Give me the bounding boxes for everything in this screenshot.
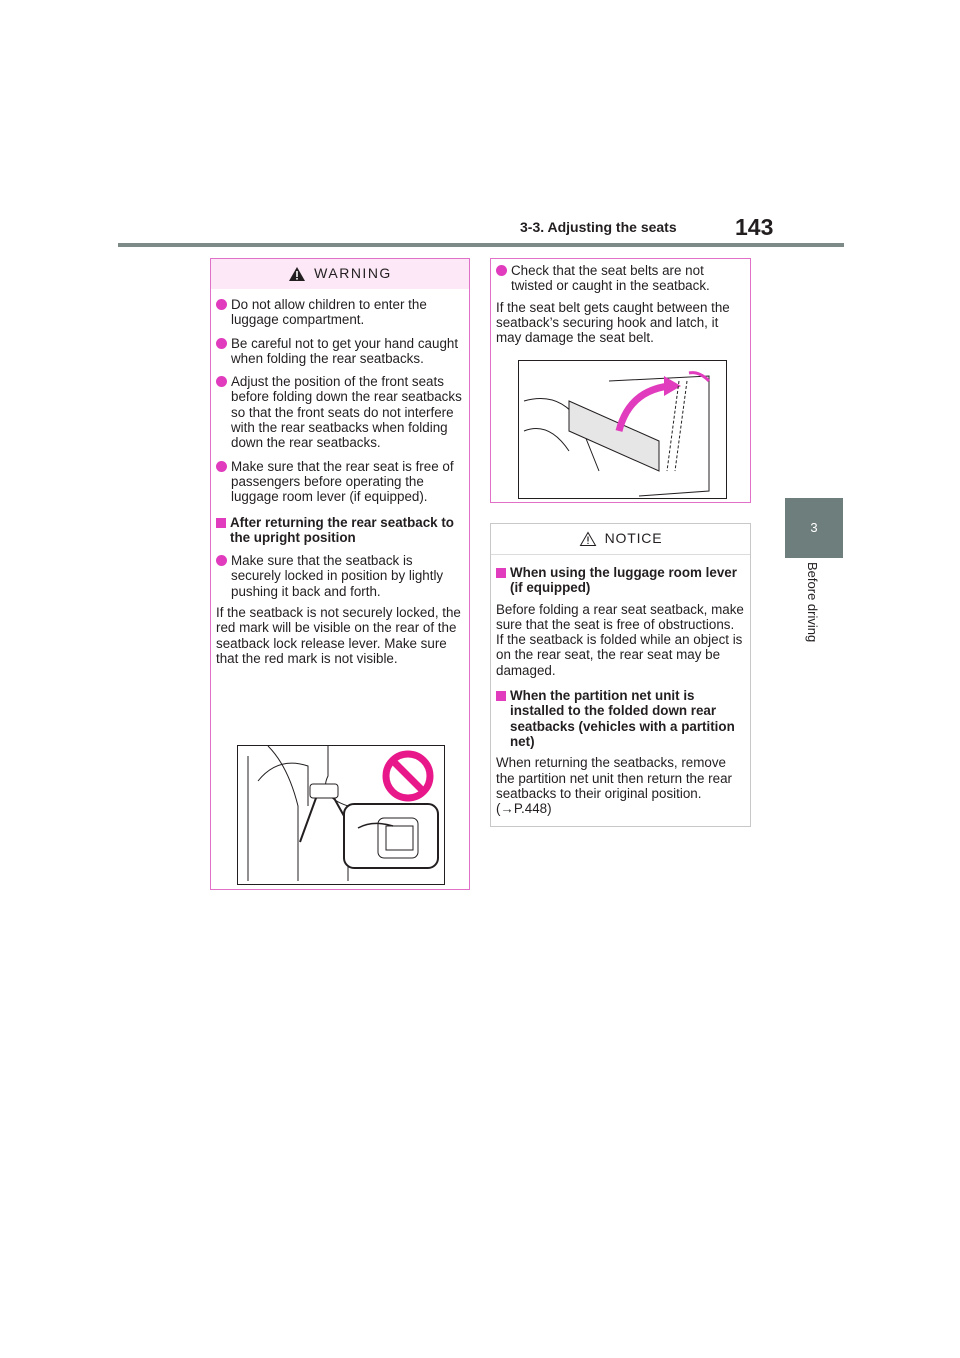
warning-item: Be careful not to get your hand caught when folding the rear seatbacks. (216, 336, 464, 367)
warning-paragraph: If the seat belt gets caught between the seatback’s securing hook and latch, it may damage the seat belt. (496, 299, 730, 346)
warning-subheading: After returning the rear seatback to the upright position (216, 515, 464, 546)
bullet-square-icon (216, 518, 226, 528)
section-title: 3-3. Adjusting the seats (520, 219, 677, 235)
warning-paragraph: If the seatback is not securely locked, the red mark will be visible on the rear of the seatback lock release lever. Make sure that the red mark is not visible. (216, 605, 461, 666)
header-rule (118, 243, 844, 247)
warning-item: Make sure that the rear seat is free of passengers before operating the luggage room lever (if equipped). (216, 459, 464, 505)
warning-title: WARNING (314, 265, 392, 282)
notice-header (491, 524, 750, 555)
warning-item: Check that the seat belts are not twisted or caught in the seatback. (496, 263, 745, 294)
warning-item: Make sure that the seatback is securely locked in position by lightly pushing it back and forth. (216, 553, 464, 599)
warning-icon (288, 266, 306, 282)
notice-box (490, 523, 751, 827)
notice-title: NOTICE (604, 530, 663, 547)
bullet-square-icon (496, 568, 506, 578)
notice-text: Before folding a rear seat seatback, make sure that the seat is free of obstructions. If the seatback is folded while an object is on the rear seat, the rear seat may be damaged. (496, 601, 744, 678)
chapter-tab[interactable]: 3 (785, 498, 843, 558)
bullet-dot-icon (496, 265, 507, 276)
seatback-lock-illustration (237, 745, 445, 885)
warning-box (210, 258, 470, 890)
seatbelt-latch-illustration (518, 360, 727, 499)
notice-heading: When the partition net unit is installed to the folded down rear seatbacks (vehicles with a partition net) (496, 688, 745, 749)
warning-box-continued (490, 258, 751, 503)
bullet-dot-icon (216, 555, 227, 566)
warning-item: Adjust the position of the front seats before folding down the rear seatbacks so that the front seats do not interfere with the rear seatbacks when folding down the rear seatbacks. (216, 374, 464, 450)
notice-text: When returning the seatbacks, remove the partition net unit then return the rear seatbacks to their original position. (→P.448) (496, 755, 732, 817)
bullet-dot-icon (216, 338, 227, 349)
notice-heading: When using the luggage room lever (if equipped) (496, 565, 745, 596)
caution-icon (579, 531, 597, 547)
warning-header (211, 259, 469, 289)
warning-item: Do not allow children to enter the luggage compartment. (216, 297, 464, 328)
page-number: 143 (735, 214, 774, 240)
seatbelt-latch-drawing (519, 361, 726, 498)
bullet-dot-icon (216, 461, 227, 472)
chapter-label: Before driving (805, 562, 820, 643)
bullet-dot-icon (216, 299, 227, 310)
bullet-square-icon (496, 691, 506, 701)
seatback-lever-drawing (238, 746, 444, 884)
bullet-dot-icon (216, 376, 227, 387)
